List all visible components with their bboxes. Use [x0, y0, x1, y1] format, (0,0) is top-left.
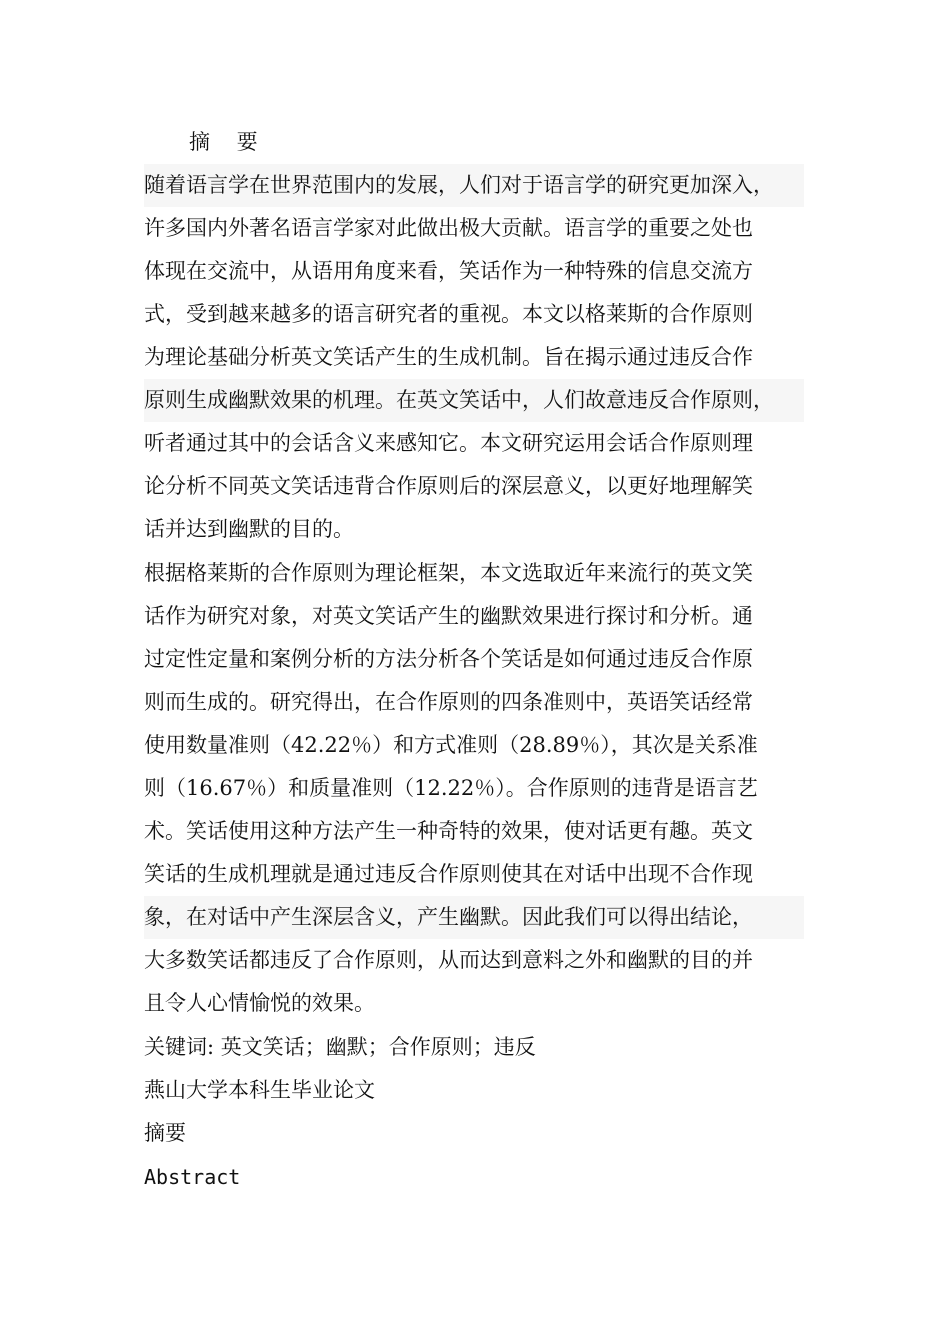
- text-line: 论分析不同英文笑话违背合作原则后的深层意义，以更好地理解笑: [144, 474, 753, 498]
- toc-entry-abstract-en: Abstract: [144, 1165, 241, 1189]
- text-line: 象，在对话中产生深层含义，产生幽默。因此我们可以得出结论，: [144, 896, 804, 939]
- text-line: 则（16.67％）和质量准则（12.22％）。合作原则的违背是语言艺: [144, 776, 758, 800]
- text-line: 许多国内外著名语言学家对此做出极大贡献。语言学的重要之处也: [144, 216, 753, 240]
- abstract-paragraph-2: [144, 552, 804, 1025]
- text-line: 体现在交流中，从语用角度来看，笑话作为一种特殊的信息交流方: [144, 259, 753, 283]
- text-line: 过定性定量和案例分析的方法分析各个笑话是如何通过违反合作原: [144, 647, 753, 671]
- text-line: 式，受到越来越多的语言研究者的重视。本文以格莱斯的合作原则: [144, 302, 753, 326]
- school-title: 燕山大学本科生毕业论文: [144, 1078, 375, 1102]
- keywords-line: 关键词: 英文笑话；幽默；合作原则；违反: [144, 1035, 536, 1059]
- text-line: 大多数笑话都违反了合作原则，从而达到意料之外和幽默的目的并: [144, 948, 753, 972]
- text-line: 使用数量准则（42.22％）和方式准则（28.89％），其次是关系准: [144, 733, 758, 757]
- text-line: 话并达到幽默的目的。: [144, 517, 354, 541]
- text-line: 原则生成幽默效果的机理。在英文笑话中，人们故意违反合作原则，: [144, 379, 804, 422]
- text-line: 为理论基础分析英文笑话产生的生成机制。旨在揭示通过违反合作: [144, 345, 753, 369]
- text-line: 则而生成的。研究得出，在合作原则的四条准则中，英语笑话经常: [144, 690, 753, 714]
- abstract-heading: 摘 要: [189, 130, 268, 154]
- text-line: 术。笑话使用这种方法产生一种奇特的效果，使对话更有趣。英文: [144, 819, 753, 843]
- toc-entry-abstract-cn: 摘要: [144, 1121, 186, 1145]
- text-line: 且令人心情愉悦的效果。: [144, 991, 375, 1015]
- abstract-paragraph-1: [144, 164, 804, 551]
- text-line: 根据格莱斯的合作原则为理论框架，本文选取近年来流行的英文笑: [144, 561, 753, 585]
- text-line: 话作为研究对象，对英文笑话产生的幽默效果进行探讨和分析。通: [144, 604, 753, 628]
- text-line: 笑话的生成机理就是通过违反合作原则使其在对话中出现不合作现: [144, 862, 753, 886]
- text-line: 听者通过其中的会话含义来感知它。本文研究运用会话合作原则理: [144, 431, 753, 455]
- text-line: 随着语言学在世界范围内的发展，人们对于语言学的研究更加深入，: [144, 164, 804, 207]
